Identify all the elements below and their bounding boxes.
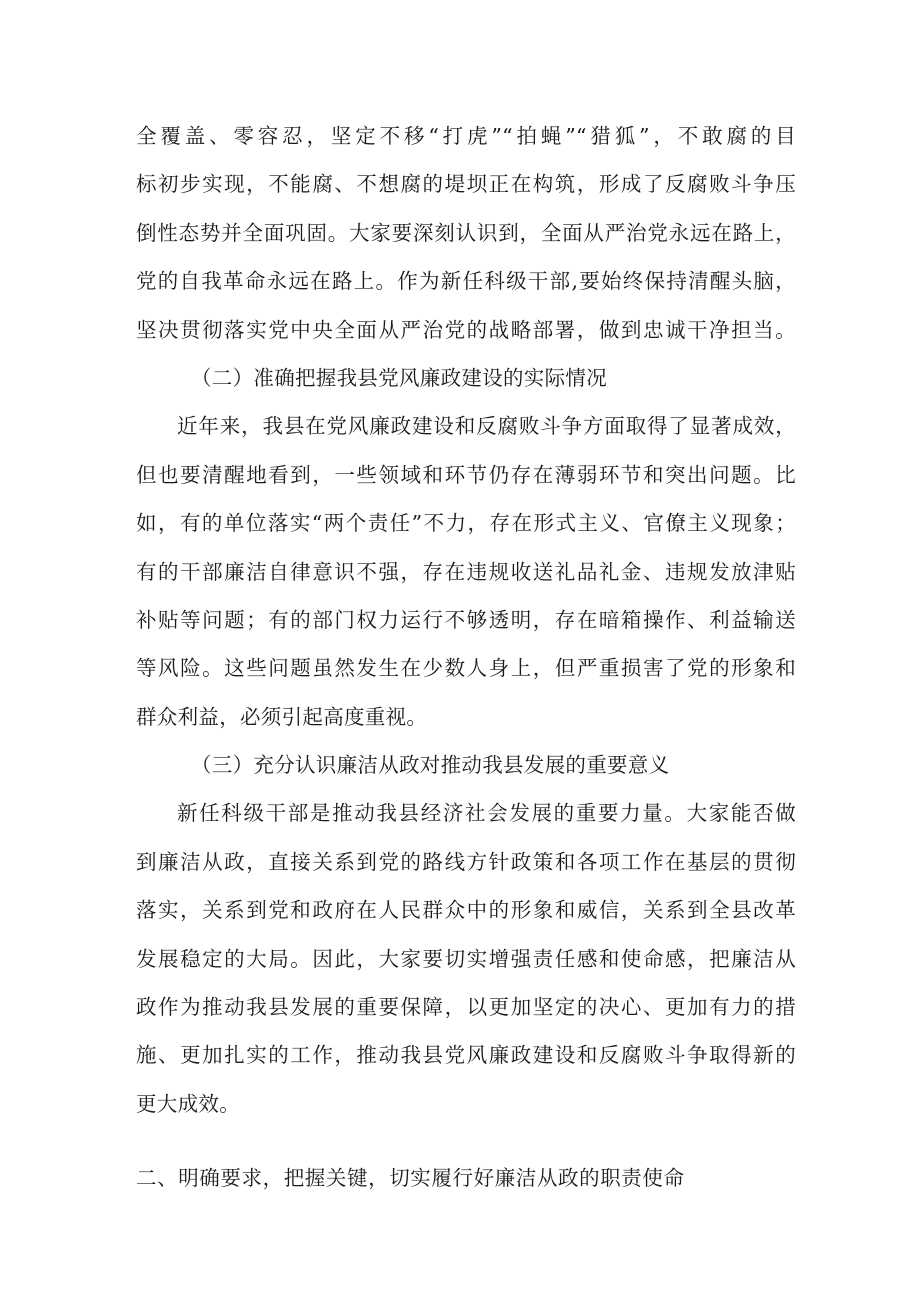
paragraph-continued <box>136 112 796 354</box>
subheading-2: （二）准确把握我县党风廉政建设的实际情况 <box>191 365 607 390</box>
text-line: 到廉洁从政，直接关系到党的路线方针政策和各项工作在基层的贯彻 <box>136 849 796 874</box>
text-line: 政作为推动我县发展的重要保障，以更加坚定的决心、更加有力的措 <box>136 995 796 1020</box>
text-line: 倒性态势并全面巩固。大家要深刻认识到，全面从严治党永远在路上， <box>136 220 796 245</box>
text-line: 标初步实现，不能腐、不想腐的堤坝正在构筑，形成了反腐败斗争压 <box>136 172 796 197</box>
text-line: 落实，关系到党和政府在人民群众中的形象和威信，关系到全县改革 <box>136 898 796 923</box>
text-line: 如，有的单位落实“两个责任”不力，存在形式主义、官僚主义现象； <box>136 511 796 536</box>
text-line: 党的自我革命永远在路上。作为新任科级干部,要始终保持清醒头脑， <box>136 269 796 294</box>
text-line: 全覆盖、零容忍，坚定不移“打虎”“拍蝇”“猎狐”，不敢腐的目 <box>136 124 796 148</box>
text-line: 发展稳定的大局。因此，大家要切实增强责任感和使命感，把廉洁从 <box>136 946 796 971</box>
text-line: 新任科级干部是推动我县经济社会发展的重要力量。大家能否做 <box>177 801 796 826</box>
text-line: 近年来，我县在党风廉政建设和反腐败斗争方面取得了显著成效， <box>177 414 796 439</box>
paragraph-2 <box>136 402 796 741</box>
text-line: 等风险。这些问题虽然发生在少数人身上，但严重损害了党的形象和 <box>136 656 796 681</box>
subheading-3: （三）充分认识廉洁从政对推动我县发展的重要意义 <box>191 753 670 778</box>
text-line: 群众利益，必须引起高度重视。 <box>136 704 428 729</box>
text-line: 但也要清醒地看到，一些领域和环节仍存在薄弱环节和突出问题。比 <box>136 462 796 487</box>
document-body <box>136 112 796 1203</box>
text-line: 施、更加扎实的工作，推动我县党风廉政建设和反腐败斗争取得新的 <box>136 1043 796 1068</box>
text-line: 更大成效。 <box>136 1091 240 1116</box>
section-heading-2: 二、明确要求，把握关键，切实履行好廉洁从政的职责使命 <box>136 1166 685 1191</box>
text-line: 有的干部廉洁自律意识不强，存在违规收送礼品礼金、违规发放津贴 <box>136 559 796 584</box>
paragraph-3 <box>136 789 796 1128</box>
text-line: 坚决贯彻落实党中央全面从严治党的战略部署，做到忠诚干净担当。 <box>136 317 796 342</box>
text-line: 补贴等问题；有的部门权力运行不够透明，存在暗箱操作、利益输送 <box>136 607 796 632</box>
